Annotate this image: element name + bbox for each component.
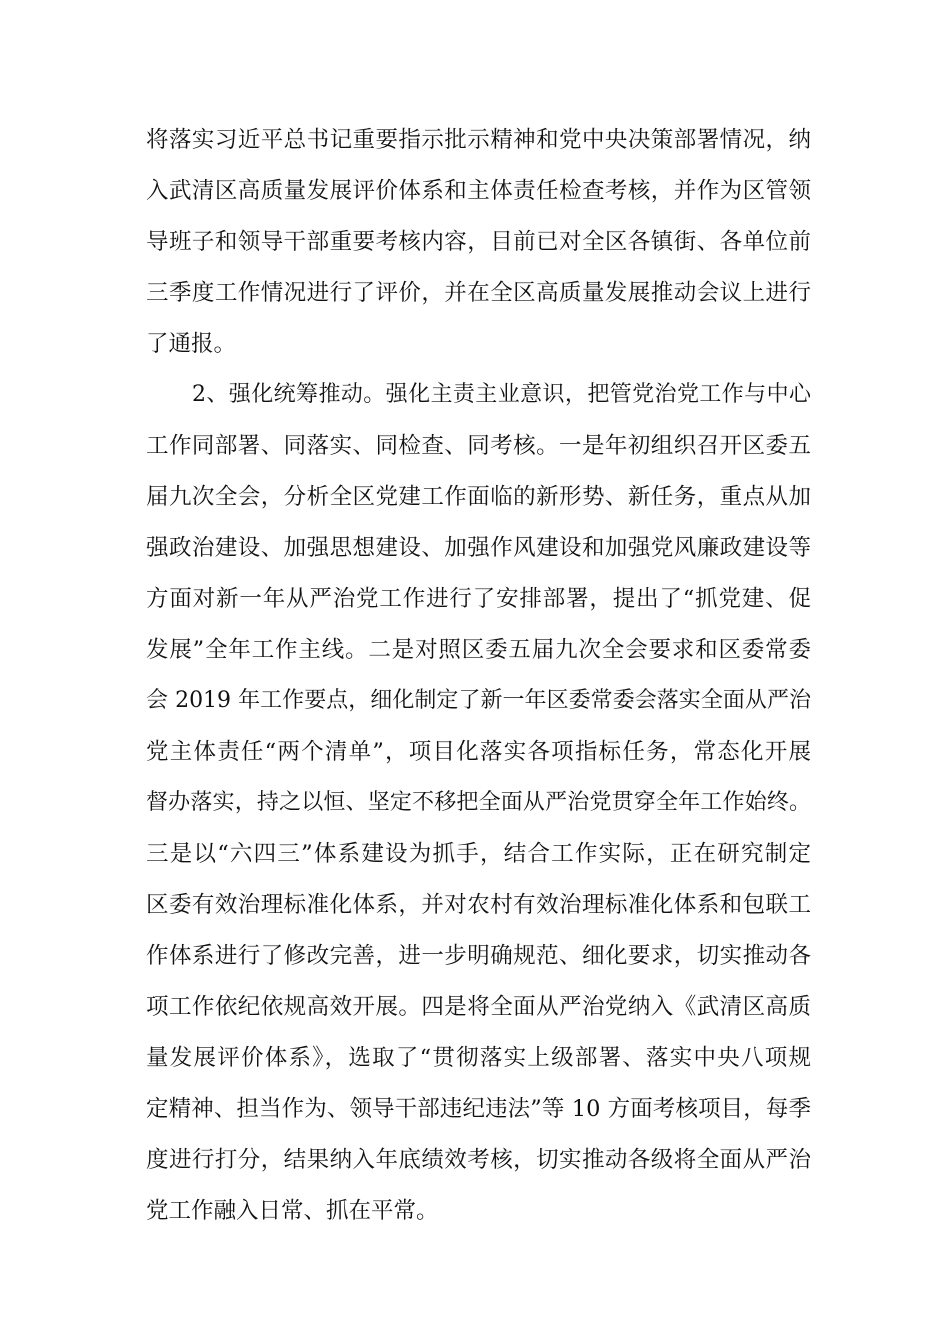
- text-line: 定精神、担当作为、领导干部违纪违法”等 10 方面考核项目，每季: [146, 1096, 811, 1122]
- text-line: 将落实习近平总书记重要指示批示精神和党中央决策部署情况，纳: [146, 127, 811, 153]
- text-line: 度进行打分，结果纳入年底绩效考核，切实推动各级将全面从严治: [146, 1147, 811, 1173]
- text-line: 区委有效治理标准化体系，并对农村有效治理标准化体系和包联工: [146, 892, 811, 918]
- text-line: 作体系进行了修改完善，进一步明确规范、细化要求，切实推动各: [146, 943, 811, 969]
- text-line: 督办落实，持之以恒、坚定不移把全面从严治党贯穿全年工作始终。: [146, 790, 811, 815]
- text-line: 工作同部署、同落实、同检查、同考核。一是年初组织召开区委五: [146, 433, 811, 459]
- paragraph-heading-line: 2、强化统筹推动。强化主责主业意识，把管党治党工作与中心: [192, 382, 811, 407]
- text-line: 项工作依纪依规高效开展。四是将全面从严治党纳入《武清区高质: [146, 994, 811, 1020]
- text-line: 届九次全会，分析全区党建工作面临的新形势、新任务，重点从加: [146, 484, 811, 510]
- text-line: 量发展评价体系》，选取了“贯彻落实上级部署、落实中央八项规: [146, 1045, 811, 1071]
- text-line: 三是以“六四三”体系建设为抓手，结合工作实际，正在研究制定: [146, 841, 811, 867]
- text-line: 导班子和领导干部重要考核内容，目前已对全区各镇街、各单位前: [146, 229, 811, 255]
- text-line: 三季度工作情况进行了评价，并在全区高质量发展推动会议上进行: [146, 280, 811, 306]
- text-line: 党工作融入日常、抓在平常。: [146, 1198, 439, 1224]
- text-line: 发展”全年工作主线。二是对照区委五届九次全会要求和区委常委: [146, 637, 811, 663]
- text-line: 了通报。: [146, 331, 237, 357]
- text-line: 会 2019 年工作要点，细化制定了新一年区委常委会落实全面从严治: [146, 688, 811, 713]
- text-line: 党主体责任“两个清单”，项目化落实各项指标任务，常态化开展: [146, 739, 811, 765]
- text-line: 方面对新一年从严治党工作进行了安排部署，提出了“抓党建、促: [146, 586, 811, 612]
- text-line: 入武清区高质量发展评价体系和主体责任检查考核，并作为区管领: [146, 178, 811, 204]
- text-line: 强政治建设、加强思想建设、加强作风建设和加强党风廉政建设等: [146, 535, 811, 561]
